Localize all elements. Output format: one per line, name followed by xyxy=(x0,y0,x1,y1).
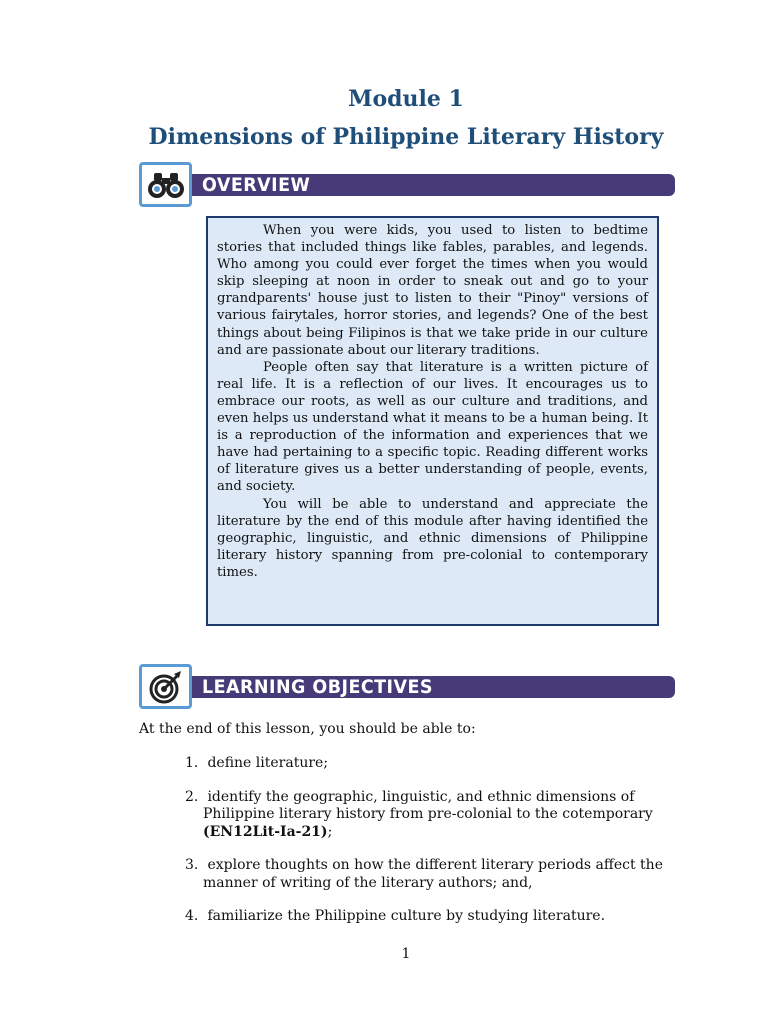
objective-item xyxy=(185,789,665,842)
objectives-intro: At the end of this lesson, you should be able to: xyxy=(139,721,476,737)
objective-punctuation: ; xyxy=(327,823,333,840)
objective-item xyxy=(185,857,665,892)
objective-text: explore thoughts on how the different literary periods affect the manner of writing of the literary authors; and, xyxy=(203,857,663,891)
objective-number: 4. xyxy=(185,908,199,924)
competency-code: (EN12Lit-Ia-21) xyxy=(203,823,328,840)
objectives-heading: LEARNING OBJECTIVES xyxy=(202,676,433,698)
overview-text-box xyxy=(206,216,659,626)
objective-text: familiarize the Philippine culture by studying literature. xyxy=(207,908,606,924)
learning-objectives-banner xyxy=(139,664,675,712)
page-number: 1 xyxy=(401,946,411,962)
objective-item xyxy=(185,755,665,773)
module-subtitle: Dimensions of Philippine Literary History xyxy=(148,124,664,150)
binoculars-icon xyxy=(139,162,192,207)
overview-paragraph: People often say that literature is a written picture of real life. It is a reflection of our lives. It encourages us to embrace our roots, as well as our culture and traditions, and even helps us understand what it means to be a human being. It is a reproduction of the information and experiences that we have had pertaining to a specific topic. Reading different works of literature gives us a better understanding of people, events, and society. xyxy=(217,359,648,495)
objectives-list xyxy=(185,755,665,942)
objective-number: 3. xyxy=(185,857,199,873)
overview-heading: OVERVIEW xyxy=(202,174,311,196)
overview-banner xyxy=(139,162,675,210)
objective-number: 1. xyxy=(185,755,199,771)
overview-paragraph: When you were kids, you used to listen to bedtime stories that included things like fables, parables, and legends. Who among you could ever forget the times when you would skip sleeping at noon in order to sneak out and go to your grandparents' house just to listen to their "Pinoy" versions of various fairytales, horror stories, and legends? One of the best things about being Filipinos is that we take pride in our culture and are passionate about our literary traditions. xyxy=(217,223,648,358)
objective-text: define literature; xyxy=(207,755,329,771)
overview-paragraph: You will be able to understand and appreciate the literature by the end of this module after having identified the geographic, linguistic, and ethnic dimensions of Philippine literary history spanning from pre-colonial to contemporary times. xyxy=(217,496,648,580)
target-icon xyxy=(139,664,192,709)
objective-text: identify the geographic, linguistic, and ethnic dimensions of Philippine literary history from pre-colonial to the cotemporary xyxy=(203,788,653,822)
objective-item xyxy=(185,908,665,926)
module-title: Module 1 xyxy=(348,86,464,112)
objective-number: 2. xyxy=(185,788,199,805)
